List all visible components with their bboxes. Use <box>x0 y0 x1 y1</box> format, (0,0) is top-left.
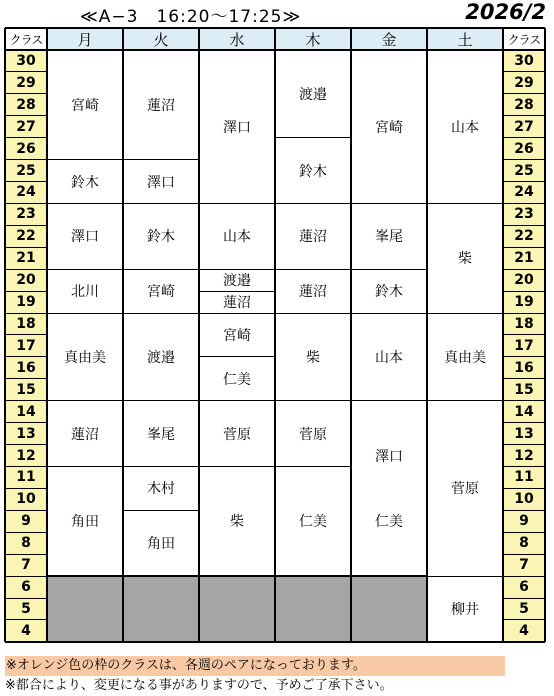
class-number-left: 22 <box>5 225 47 247</box>
grid-line <box>426 28 427 642</box>
class-number-right: 28 <box>503 94 545 116</box>
grid-line <box>5 71 47 72</box>
grid-line <box>5 313 47 314</box>
teacher-name: 木村 <box>147 481 175 498</box>
grid-line <box>275 313 351 314</box>
class-number-left: 12 <box>5 445 47 467</box>
grid-line <box>123 510 199 511</box>
grid-line <box>351 400 427 401</box>
teacher-name: 澤口 <box>223 119 251 136</box>
class-number-right: 26 <box>503 138 545 160</box>
class-number-right: 9 <box>503 510 545 532</box>
grid-line <box>47 400 123 401</box>
day-header: 木 <box>275 28 351 50</box>
grid-line <box>5 554 47 555</box>
teacher-slot <box>199 401 275 467</box>
teacher-slot <box>123 203 199 269</box>
grid-line <box>544 28 546 642</box>
teacher-slot <box>351 269 427 313</box>
grid-line <box>5 488 47 489</box>
teacher-slot <box>275 313 351 401</box>
grid-line <box>199 291 275 292</box>
grid-line <box>350 28 351 642</box>
grid-line <box>503 619 545 620</box>
day-header: 金 <box>351 28 427 50</box>
grid-line <box>5 510 47 511</box>
grid-line <box>5 49 545 51</box>
grid-line <box>503 356 545 357</box>
teacher-name: 菅原 <box>223 426 251 443</box>
grid-line <box>5 269 47 270</box>
teacher-slot <box>123 510 199 576</box>
teacher-slot <box>123 50 199 160</box>
class-number-left: 24 <box>5 182 47 204</box>
class-number-right: 22 <box>503 225 545 247</box>
class-number-left: 6 <box>5 576 47 598</box>
grid-line <box>275 466 351 467</box>
teacher-slot <box>275 269 351 313</box>
teacher-name: 真由美 <box>444 349 486 366</box>
teacher-slot <box>123 313 199 401</box>
teacher-name: 澤口 <box>71 229 99 246</box>
class-number-right: 12 <box>503 445 545 467</box>
grid-line <box>198 28 199 642</box>
teacher-name: 澤口 <box>147 174 175 191</box>
grid-line <box>199 356 275 357</box>
grid-line <box>199 313 275 314</box>
class-number-right: 30 <box>503 50 545 72</box>
class-number-right: 4 <box>503 620 545 642</box>
grid-line <box>5 334 47 335</box>
grid-line <box>4 28 6 642</box>
class-number-right: 20 <box>503 269 545 291</box>
teacher-name: 宮崎 <box>71 97 99 114</box>
grid-line <box>503 532 545 533</box>
class-number-left: 30 <box>5 50 47 72</box>
grid-line <box>503 269 545 270</box>
day-header: 土 <box>427 28 503 50</box>
class-number-left: 9 <box>5 510 47 532</box>
teacher-slot <box>351 313 427 401</box>
teacher-slot <box>199 313 275 357</box>
teacher-slot <box>199 357 275 401</box>
class-number-left: 28 <box>5 94 47 116</box>
grid-line <box>5 641 545 643</box>
teacher-slot <box>351 50 427 203</box>
grid-line <box>5 532 47 533</box>
teacher-name: 峯尾 <box>147 426 175 443</box>
teacher-name: 蓮沼 <box>147 97 175 114</box>
teacher-slot <box>123 466 199 510</box>
grid-line <box>123 159 199 160</box>
teacher-slot <box>47 401 123 467</box>
grid-line <box>46 28 48 642</box>
teacher-slot <box>199 291 275 313</box>
teacher-slot <box>427 401 503 576</box>
grid-line <box>503 598 545 599</box>
class-number-left: 13 <box>5 423 47 445</box>
teacher-slot <box>47 203 123 269</box>
grid-line <box>351 203 427 204</box>
teacher-slot <box>123 269 199 313</box>
teacher-name: 柴 <box>458 251 472 268</box>
teacher-name: 山本 <box>375 349 403 366</box>
grid-line <box>5 115 47 116</box>
page-title: ≪A−3 16:20〜17:25≫ <box>80 7 302 27</box>
grid-line <box>502 28 504 642</box>
teacher-name: 蓮沼 <box>223 295 251 312</box>
teacher-name: 山本 <box>223 229 251 246</box>
teacher-slot <box>123 401 199 467</box>
class-number-left: 18 <box>5 313 47 335</box>
class-number-left: 8 <box>5 532 47 554</box>
teacher-name: 蓮沼 <box>299 284 327 301</box>
teacher-slot <box>275 401 351 467</box>
grid-line <box>503 115 545 116</box>
teacher-name: 鈴木 <box>71 174 99 191</box>
teacher-name: 菅原 <box>451 481 479 498</box>
class-number-right: 24 <box>503 182 545 204</box>
grid-line <box>123 203 199 204</box>
grid-line <box>199 203 275 204</box>
class-number-right: 21 <box>503 247 545 269</box>
grid-line <box>5 225 47 226</box>
teacher-name: 角田 <box>147 536 175 553</box>
teacher-name: 鈴木 <box>375 284 403 301</box>
class-number-left: 23 <box>5 203 47 225</box>
grid-line <box>427 576 503 577</box>
grid-line <box>503 444 545 445</box>
teacher-slot <box>199 269 275 291</box>
class-number-left: 14 <box>5 401 47 423</box>
class-number-right: 25 <box>503 160 545 182</box>
class-number-right: 27 <box>503 116 545 138</box>
class-number-right: 29 <box>503 72 545 94</box>
grid-line <box>503 576 545 577</box>
teacher-slot <box>47 466 123 576</box>
class-number-right: 10 <box>503 488 545 510</box>
grid-line <box>503 554 545 555</box>
grid-line <box>503 181 545 182</box>
class-number-left: 21 <box>5 247 47 269</box>
grid-line <box>5 137 47 138</box>
grid-line <box>5 400 47 401</box>
grid-line <box>503 313 545 314</box>
grid-line <box>503 488 545 489</box>
note-pair-classes: ※オレンジ色の枠のクラスは、各週のペアになっております。 <box>5 656 505 676</box>
teacher-name: 柳井 <box>451 601 479 618</box>
teacher-name: 柴 <box>230 514 244 531</box>
teacher-slot <box>275 466 351 576</box>
grid-line <box>503 422 545 423</box>
teacher-name: 渡邉 <box>299 86 327 103</box>
teacher-slot <box>47 313 123 401</box>
teacher-name: 蓮沼 <box>299 229 327 246</box>
day-header: 火 <box>123 28 199 50</box>
class-number-right: 5 <box>503 598 545 620</box>
grid-line <box>47 159 123 160</box>
unavailable-block <box>47 576 427 642</box>
class-number-left: 25 <box>5 160 47 182</box>
teacher-name: 鈴木 <box>299 163 327 180</box>
teacher-name: 真由美 <box>64 349 106 366</box>
class-number-left: 10 <box>5 488 47 510</box>
grid-line <box>199 269 275 270</box>
grid-line <box>5 291 47 292</box>
class-number-left: 27 <box>5 116 47 138</box>
grid-line <box>199 466 275 467</box>
grid-line <box>5 378 47 379</box>
teacher-name: 仁美 <box>375 513 403 530</box>
class-number-right: 23 <box>503 203 545 225</box>
grid-line <box>503 203 545 204</box>
teacher-name: 鈴木 <box>147 229 175 246</box>
grid-line <box>5 598 47 599</box>
grid-line <box>503 137 545 138</box>
grid-line <box>351 313 427 314</box>
grid-line <box>427 313 503 314</box>
teacher-slot <box>199 466 275 576</box>
teacher-slot <box>427 203 503 313</box>
grid-line <box>123 269 199 270</box>
grid-line <box>47 269 123 270</box>
grid-line <box>275 203 351 204</box>
class-number-left: 19 <box>5 291 47 313</box>
class-number-left: 29 <box>5 72 47 94</box>
class-header-right: クラス <box>503 28 545 50</box>
grid-line <box>274 28 275 642</box>
note-changes: ※都合により、変更になる事がありますので、予めご了承下さい。 <box>5 678 393 693</box>
grid-line <box>503 225 545 226</box>
teacher-slot <box>47 160 123 204</box>
grid-line <box>47 203 123 204</box>
grid-line <box>503 159 545 160</box>
month-label: 2026/2 <box>465 0 546 24</box>
grid-line <box>5 203 47 204</box>
class-number-left: 20 <box>5 269 47 291</box>
class-number-right: 15 <box>503 379 545 401</box>
grid-line <box>503 247 545 248</box>
class-number-left: 4 <box>5 620 47 642</box>
class-number-right: 11 <box>503 466 545 488</box>
teacher-name: 渡邉 <box>147 349 175 366</box>
class-number-right: 13 <box>503 423 545 445</box>
grid-line <box>427 203 503 204</box>
grid-line <box>503 291 545 292</box>
grid-line <box>351 269 427 270</box>
teacher-slot <box>123 160 199 204</box>
grid-line <box>503 93 545 94</box>
grid-line <box>5 619 47 620</box>
teacher-name: 澤口 <box>375 448 403 465</box>
teacher-slot <box>427 313 503 401</box>
grid-line <box>123 400 199 401</box>
grid-line <box>503 378 545 379</box>
day-header: 水 <box>199 28 275 50</box>
teacher-name: 山本 <box>451 119 479 136</box>
grid-line <box>503 466 545 467</box>
day-header: 月 <box>47 28 123 50</box>
teacher-slot <box>351 203 427 269</box>
class-number-left: 5 <box>5 598 47 620</box>
teacher-slot <box>199 203 275 269</box>
teacher-name: 峯尾 <box>375 229 403 246</box>
grid-line <box>123 466 199 467</box>
grid-line <box>5 466 47 467</box>
grid-line <box>5 181 47 182</box>
grid-line <box>5 576 47 577</box>
teacher-name: 宮崎 <box>375 119 403 136</box>
grid-line <box>5 247 47 248</box>
teacher-name: 蓮沼 <box>71 426 99 443</box>
teacher-slot <box>275 203 351 269</box>
grid-line <box>122 28 123 642</box>
teacher-name: 柴 <box>306 349 320 366</box>
teacher-slot <box>427 576 503 642</box>
teacher-name: 菅原 <box>299 426 327 443</box>
class-number-right: 17 <box>503 335 545 357</box>
grid-line <box>427 400 503 401</box>
grid-line <box>275 400 351 401</box>
grid-line <box>47 466 123 467</box>
grid-line <box>5 444 47 445</box>
class-number-right: 6 <box>503 576 545 598</box>
teacher-slot <box>199 50 275 203</box>
class-number-left: 16 <box>5 357 47 379</box>
teacher-name: 宮崎 <box>147 284 175 301</box>
teacher-slot <box>275 50 351 138</box>
grid-line <box>123 313 199 314</box>
class-number-right: 18 <box>503 313 545 335</box>
grid-line <box>5 27 545 29</box>
grid-line <box>5 422 47 423</box>
grid-line <box>503 334 545 335</box>
grid-line <box>47 575 427 577</box>
class-number-right: 16 <box>503 357 545 379</box>
grid-line <box>47 313 123 314</box>
grid-line <box>503 510 545 511</box>
grid-line <box>503 71 545 72</box>
grid-line <box>5 93 47 94</box>
teacher-slot <box>427 50 503 203</box>
teacher-slot <box>351 401 427 576</box>
teacher-slot <box>47 269 123 313</box>
grid-line <box>275 137 351 138</box>
teacher-name: 北川 <box>71 284 99 301</box>
teacher-slot <box>47 50 123 160</box>
teacher-slot <box>275 138 351 204</box>
class-number-left: 15 <box>5 379 47 401</box>
grid-line <box>5 356 47 357</box>
teacher-name: 仁美 <box>299 514 327 531</box>
grid-line <box>275 269 351 270</box>
class-number-right: 8 <box>503 532 545 554</box>
class-number-left: 17 <box>5 335 47 357</box>
teacher-name: 渡邉 <box>223 273 251 290</box>
class-number-left: 11 <box>5 466 47 488</box>
class-number-left: 26 <box>5 138 47 160</box>
grid-line <box>503 400 545 401</box>
teacher-name: 角田 <box>71 514 99 531</box>
grid-line <box>199 400 275 401</box>
class-number-left: 7 <box>5 554 47 576</box>
class-number-right: 19 <box>503 291 545 313</box>
class-header-left: クラス <box>5 28 47 50</box>
class-number-right: 7 <box>503 554 545 576</box>
teacher-name: 仁美 <box>223 371 251 388</box>
grid-line <box>5 159 47 160</box>
class-number-right: 14 <box>503 401 545 423</box>
teacher-name: 宮崎 <box>223 327 251 344</box>
